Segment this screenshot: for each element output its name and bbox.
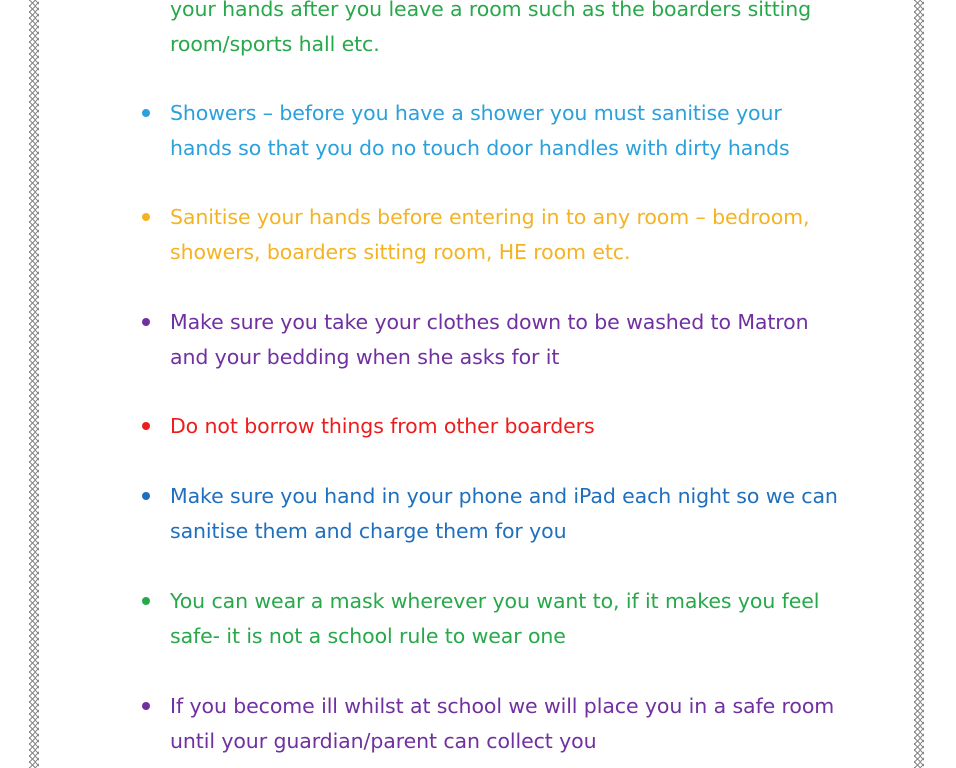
bullet-icon (142, 492, 150, 500)
list-item-text: If you become ill whilst at school we will place you in a safe room until your guardian/parent can collect you (170, 694, 835, 753)
list-item-text: Do not borrow things from other boarders (170, 414, 595, 438)
list-item-text: Make sure you take your clothes down to be washed to Matron and your bedding when she asks for it (170, 310, 809, 369)
list-item (142, 689, 842, 758)
decorative-border-left (29, 0, 39, 768)
bullet-icon (142, 213, 150, 221)
list-item-text: You can wear a mask wherever you want to, if it makes you feel safe- it is not a school rule to wear one (170, 589, 820, 648)
list-item-text: your hands after you leave a room such as the boarders sitting room/sports hall etc. (170, 0, 812, 56)
list-item (142, 409, 842, 444)
list-item-text: Showers – before you have a shower you must sanitise your hands so that you do no touch door handles with dirty hands (170, 101, 790, 160)
bullet-icon (142, 109, 150, 117)
list-item (142, 0, 842, 61)
decorative-border-right (914, 0, 924, 768)
list-item-text: Sanitise your hands before entering in to any room – bedroom, showers, boarders sitting room, HE room etc. (170, 205, 810, 264)
bullet-icon (142, 422, 150, 430)
list-item-text: Make sure you hand in your phone and iPad each night so we can sanitise them and charge them for you (170, 484, 838, 543)
list-item (142, 584, 842, 653)
bullet-icon (142, 702, 150, 710)
bullet-icon (142, 597, 150, 605)
list-item (142, 96, 842, 165)
bullet-icon (142, 318, 150, 326)
list-item (142, 479, 842, 548)
list-item (142, 305, 842, 374)
list-item (142, 200, 842, 269)
